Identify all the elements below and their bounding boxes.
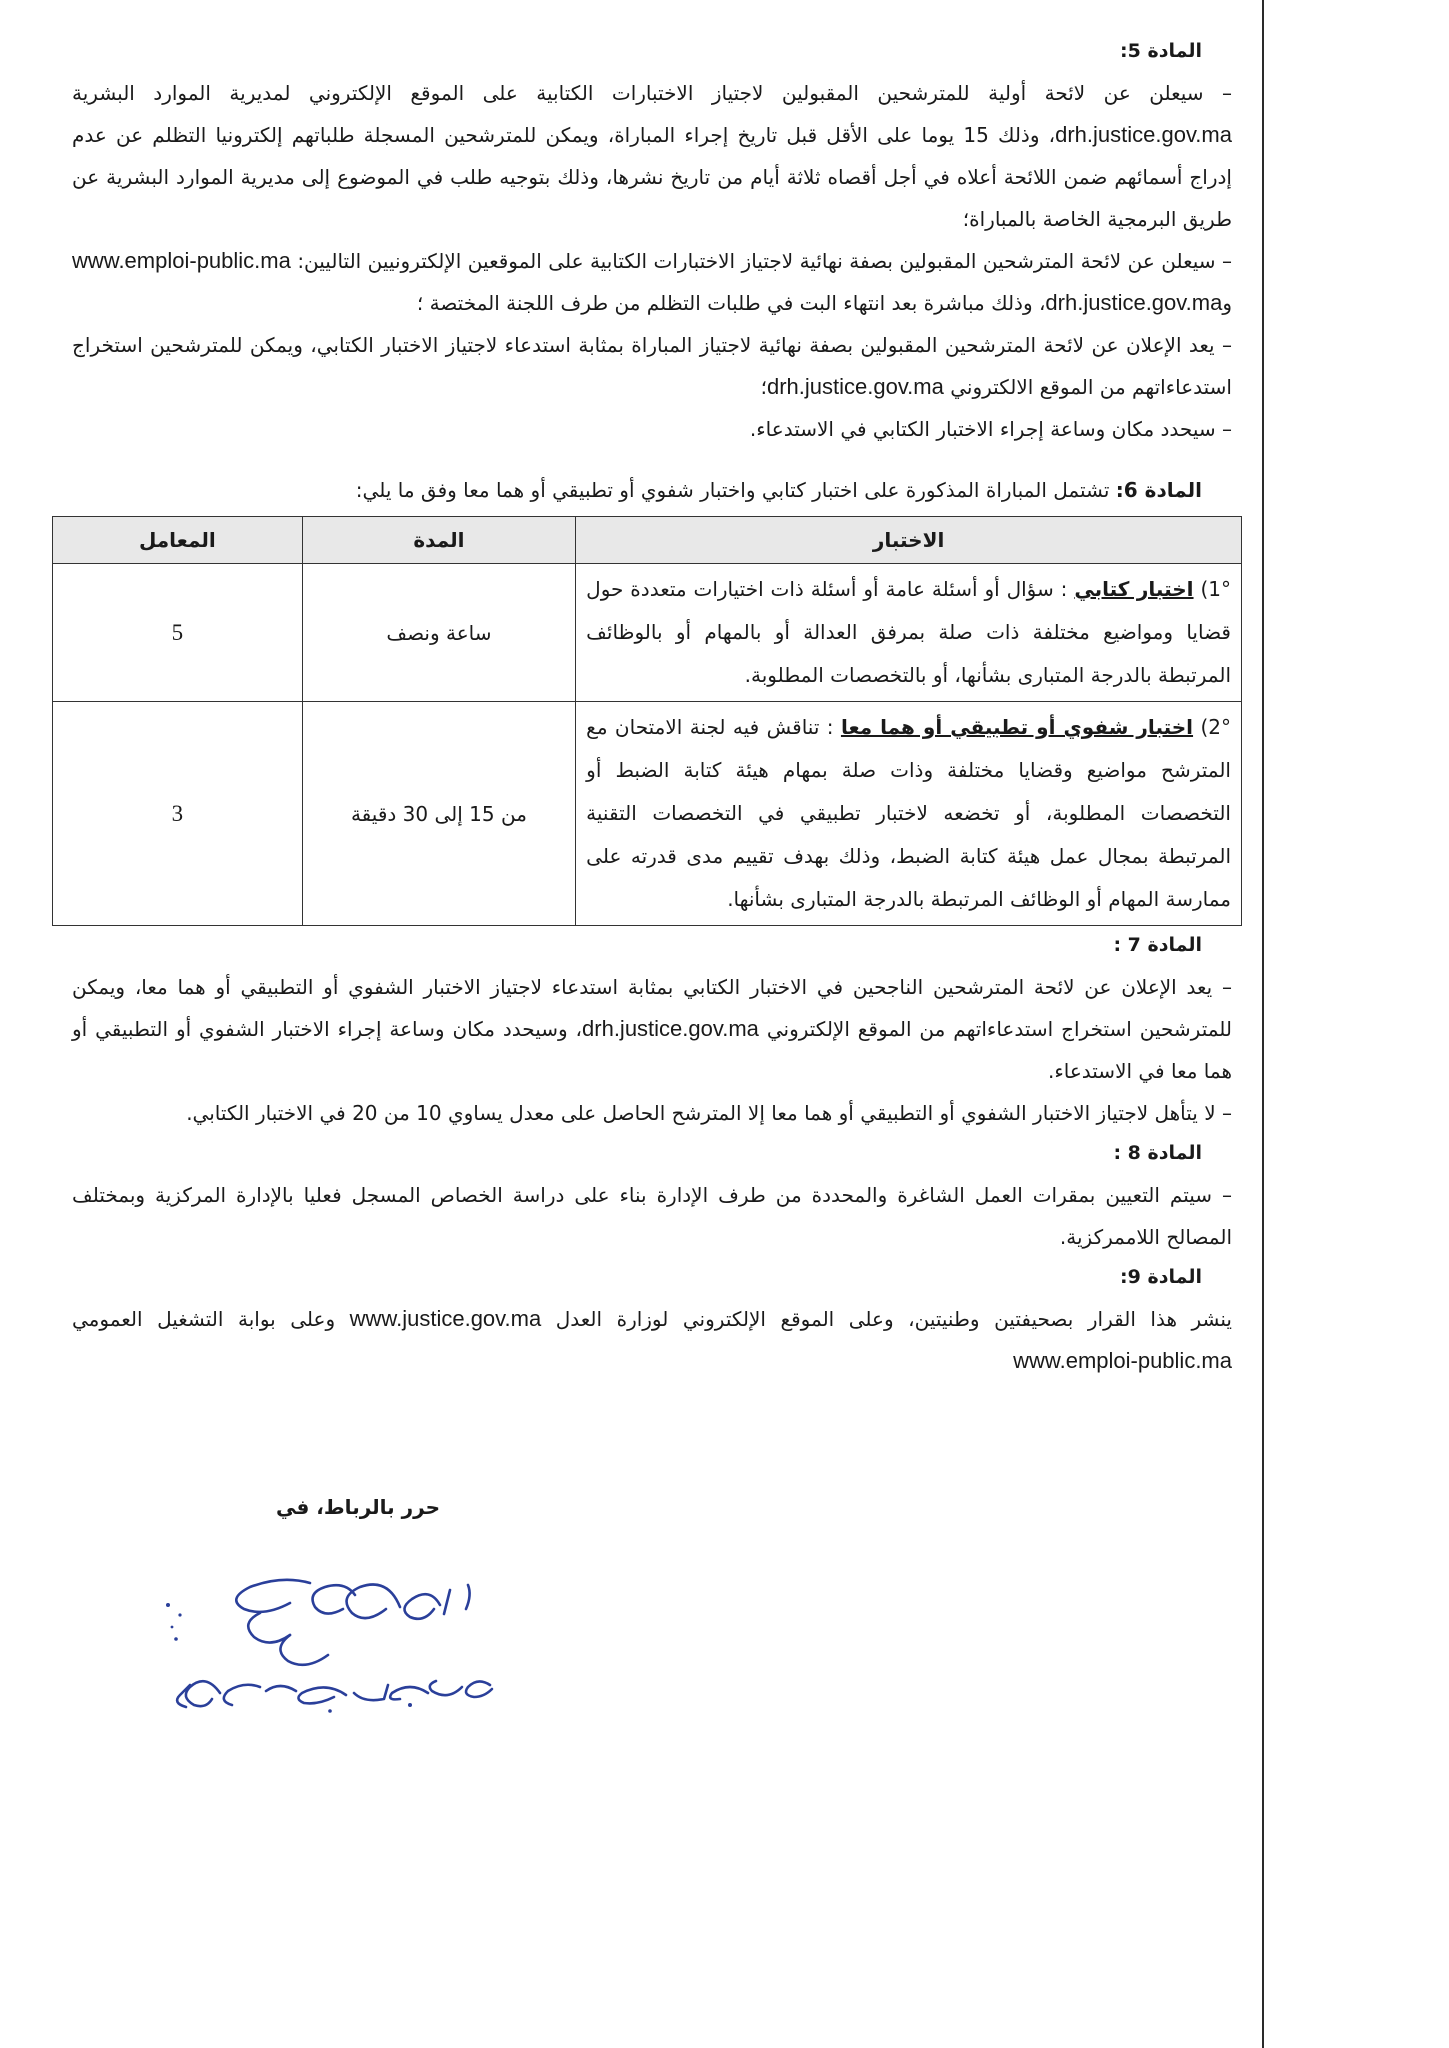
header-test: الاختبار xyxy=(576,517,1242,564)
emploi-public-link[interactable]: www.emploi-public.ma xyxy=(72,248,291,273)
test-duration: ساعة ونصف xyxy=(302,564,575,702)
justice-link[interactable]: www.justice.gov.ma xyxy=(349,1306,542,1331)
article-5-paragraph-4: – سيحدد مكان وساعة إجراء الاختبار الكتابي في الاستدعاء. xyxy=(749,417,1232,441)
header-coefficient: المعامل xyxy=(53,517,303,564)
test-title: اختبار كتابي xyxy=(1074,577,1194,601)
emploi-public-link[interactable]: www.emploi-public.ma xyxy=(1013,1348,1232,1373)
article-8-heading: المادة 8 : xyxy=(1113,1142,1202,1164)
table-row xyxy=(53,564,1242,702)
drh-link[interactable]: drh.justice.gov.ma xyxy=(766,374,944,399)
test-coefficient: 5 xyxy=(53,564,303,702)
drh-link[interactable]: drh.justice.gov.ma xyxy=(1045,290,1223,315)
document-body xyxy=(72,36,1232,1382)
header-duration: المدة xyxy=(302,517,575,564)
article-8-paragraph-1: – سيتم التعيين بمقرات العمل الشاغرة والمحددة من طرف الإدارة بناء على دراسة الخصاص المسجل فعليا بالإدارة المركزية وبمختلف المصالح اللاممركزية. xyxy=(72,1183,1232,1249)
article-7-paragraph-2: – لا يتأهل لاجتياز الاختبار الشفوي أو التطبيقي أو هما معا إلا المترشح الحاصل على معدل يساوي 10 من 20 في الاختبار الكتابي. xyxy=(186,1101,1232,1125)
article-5-paragraph-2: – سيعلن عن لائحة المترشحين المقبولين بصفة نهائية لاجتياز الاختبارات الكتابية على الموقعين الإلكترونيين التاليين: www.emploi-public.ma وdrh.justice.gov.ma، وذلك مباشرة بعد انتهاء البت في طلبات التظلم من طرف اللجنة المختصة ؛ xyxy=(72,248,1232,315)
article-7-heading: المادة 7 : xyxy=(1113,934,1202,956)
article-5-paragraph-3: – يعد الإعلان عن لائحة المترشحين المقبولين بصفة نهائية لاجتياز المباراة بمثابة استدعاء لاجتياز الاختبار الكتابي، ويمكن للمترشحين استخراج استدعاءاتهم من الموقع الالكتروني drh.justice.gov.ma؛ xyxy=(72,333,1232,399)
article-9-heading: المادة 9: xyxy=(1120,1266,1202,1288)
exam-table xyxy=(52,516,1242,926)
article-7-paragraph-1: – يعد الإعلان عن لائحة المترشحين الناجحين في الاختبار الكتابي بمثابة استدعاء لاجتياز الاختبار الشفوي أو التطبيقي أو هما معا، ويمكن للمترشحين استخراج استدعاءاتهم من الموقع الإلكتروني drh.justice.gov.ma، وسيحدد مكان وساعة إجراء الاختبار الشفوي أو التطبيقي أو هما معا في الاستدعاء. xyxy=(72,975,1233,1083)
test-duration: من 15 إلى 30 دقيقة xyxy=(302,702,575,926)
article-5-paragraph-1: – سيعلن عن لائحة أولية للمترشحين المقبولين لاجتياز الاختبارات الكتابية على الموقع الإلكتروني لمديرية الموارد البشرية drh.justice.gov.ma، وذلك 15 يوما على الأقل قبل تاريخ إجراء المباراة، ويمكن للمترشحين المسجلة طلباتهم إلكترونيا التظلم عن عدم إدراج أسمائهم ضمن اللائحة أعلاه في أجل أقصاه ثلاثة أيام من تاريخ نشرها، وذلك بتوجيه طلب في الموضوع إلى مديرية الموارد البشرية عن طريق البرمجية الخاصة بالمباراة؛ xyxy=(72,81,1232,231)
signature-block xyxy=(150,1495,530,1725)
table-row xyxy=(53,702,1242,926)
handwritten-signature xyxy=(150,1535,530,1725)
test-title: اختبار شفوي أو تطبيقي أو هما معا xyxy=(840,715,1194,739)
signature-place: حرر بالرباط، في xyxy=(276,1495,440,1519)
test-description: 1°) اختبار كتابي : سؤال أو أسئلة عامة أو أسئلة ذات اختيارات متعددة حول قضايا ومواضيع مختلفة ذات صلة بمرفق العدالة أو بالمهام أو بالوظائف المرتبطة بالدرجة المتبارى بشأنها، أو بالتخصصات المطلوبة. xyxy=(576,564,1242,702)
drh-link[interactable]: drh.justice.gov.ma xyxy=(1055,122,1232,147)
article-9-paragraph-1: ينشر هذا القرار بصحيفتين وطنيتين، وعلى الموقع الإلكتروني لوزارة العدل www.justice.gov.ma وعلى بوابة التشغيل العمومي www.emploi-public.ma xyxy=(72,1306,1232,1373)
article-6-heading: المادة 6: xyxy=(1115,478,1202,502)
article-6-intro: المادة 6: تشتمل المباراة المذكورة على اختبار كتابي واختبار شفوي أو تطبيقي أو هما معا وفق ما يلي: xyxy=(355,478,1202,502)
article-5-heading: المادة 5: xyxy=(1120,40,1202,62)
drh-link[interactable]: drh.justice.gov.ma xyxy=(582,1016,759,1041)
exam-table-header-row xyxy=(53,517,1242,564)
page-margin-line xyxy=(1262,0,1264,2048)
test-coefficient: 3 xyxy=(53,702,303,926)
test-description: 2°) اختبار شفوي أو تطبيقي أو هما معا : تناقش فيه لجنة الامتحان مع المترشح مواضيع وقضايا مختلفة وذات صلة بمهام هيئة كتابة الضبط أو التخصصات المطلوبة، أو تخضعه لاختبار تطبيقي في التخصصات التقنية المرتبطة بمجال عمل هيئة كتابة الضبط، وذلك بهدف تقييم مدى قدرته على ممارسة المهام أو الوظائف المرتبطة بالدرجة المتبارى بشأنها. xyxy=(576,702,1242,926)
